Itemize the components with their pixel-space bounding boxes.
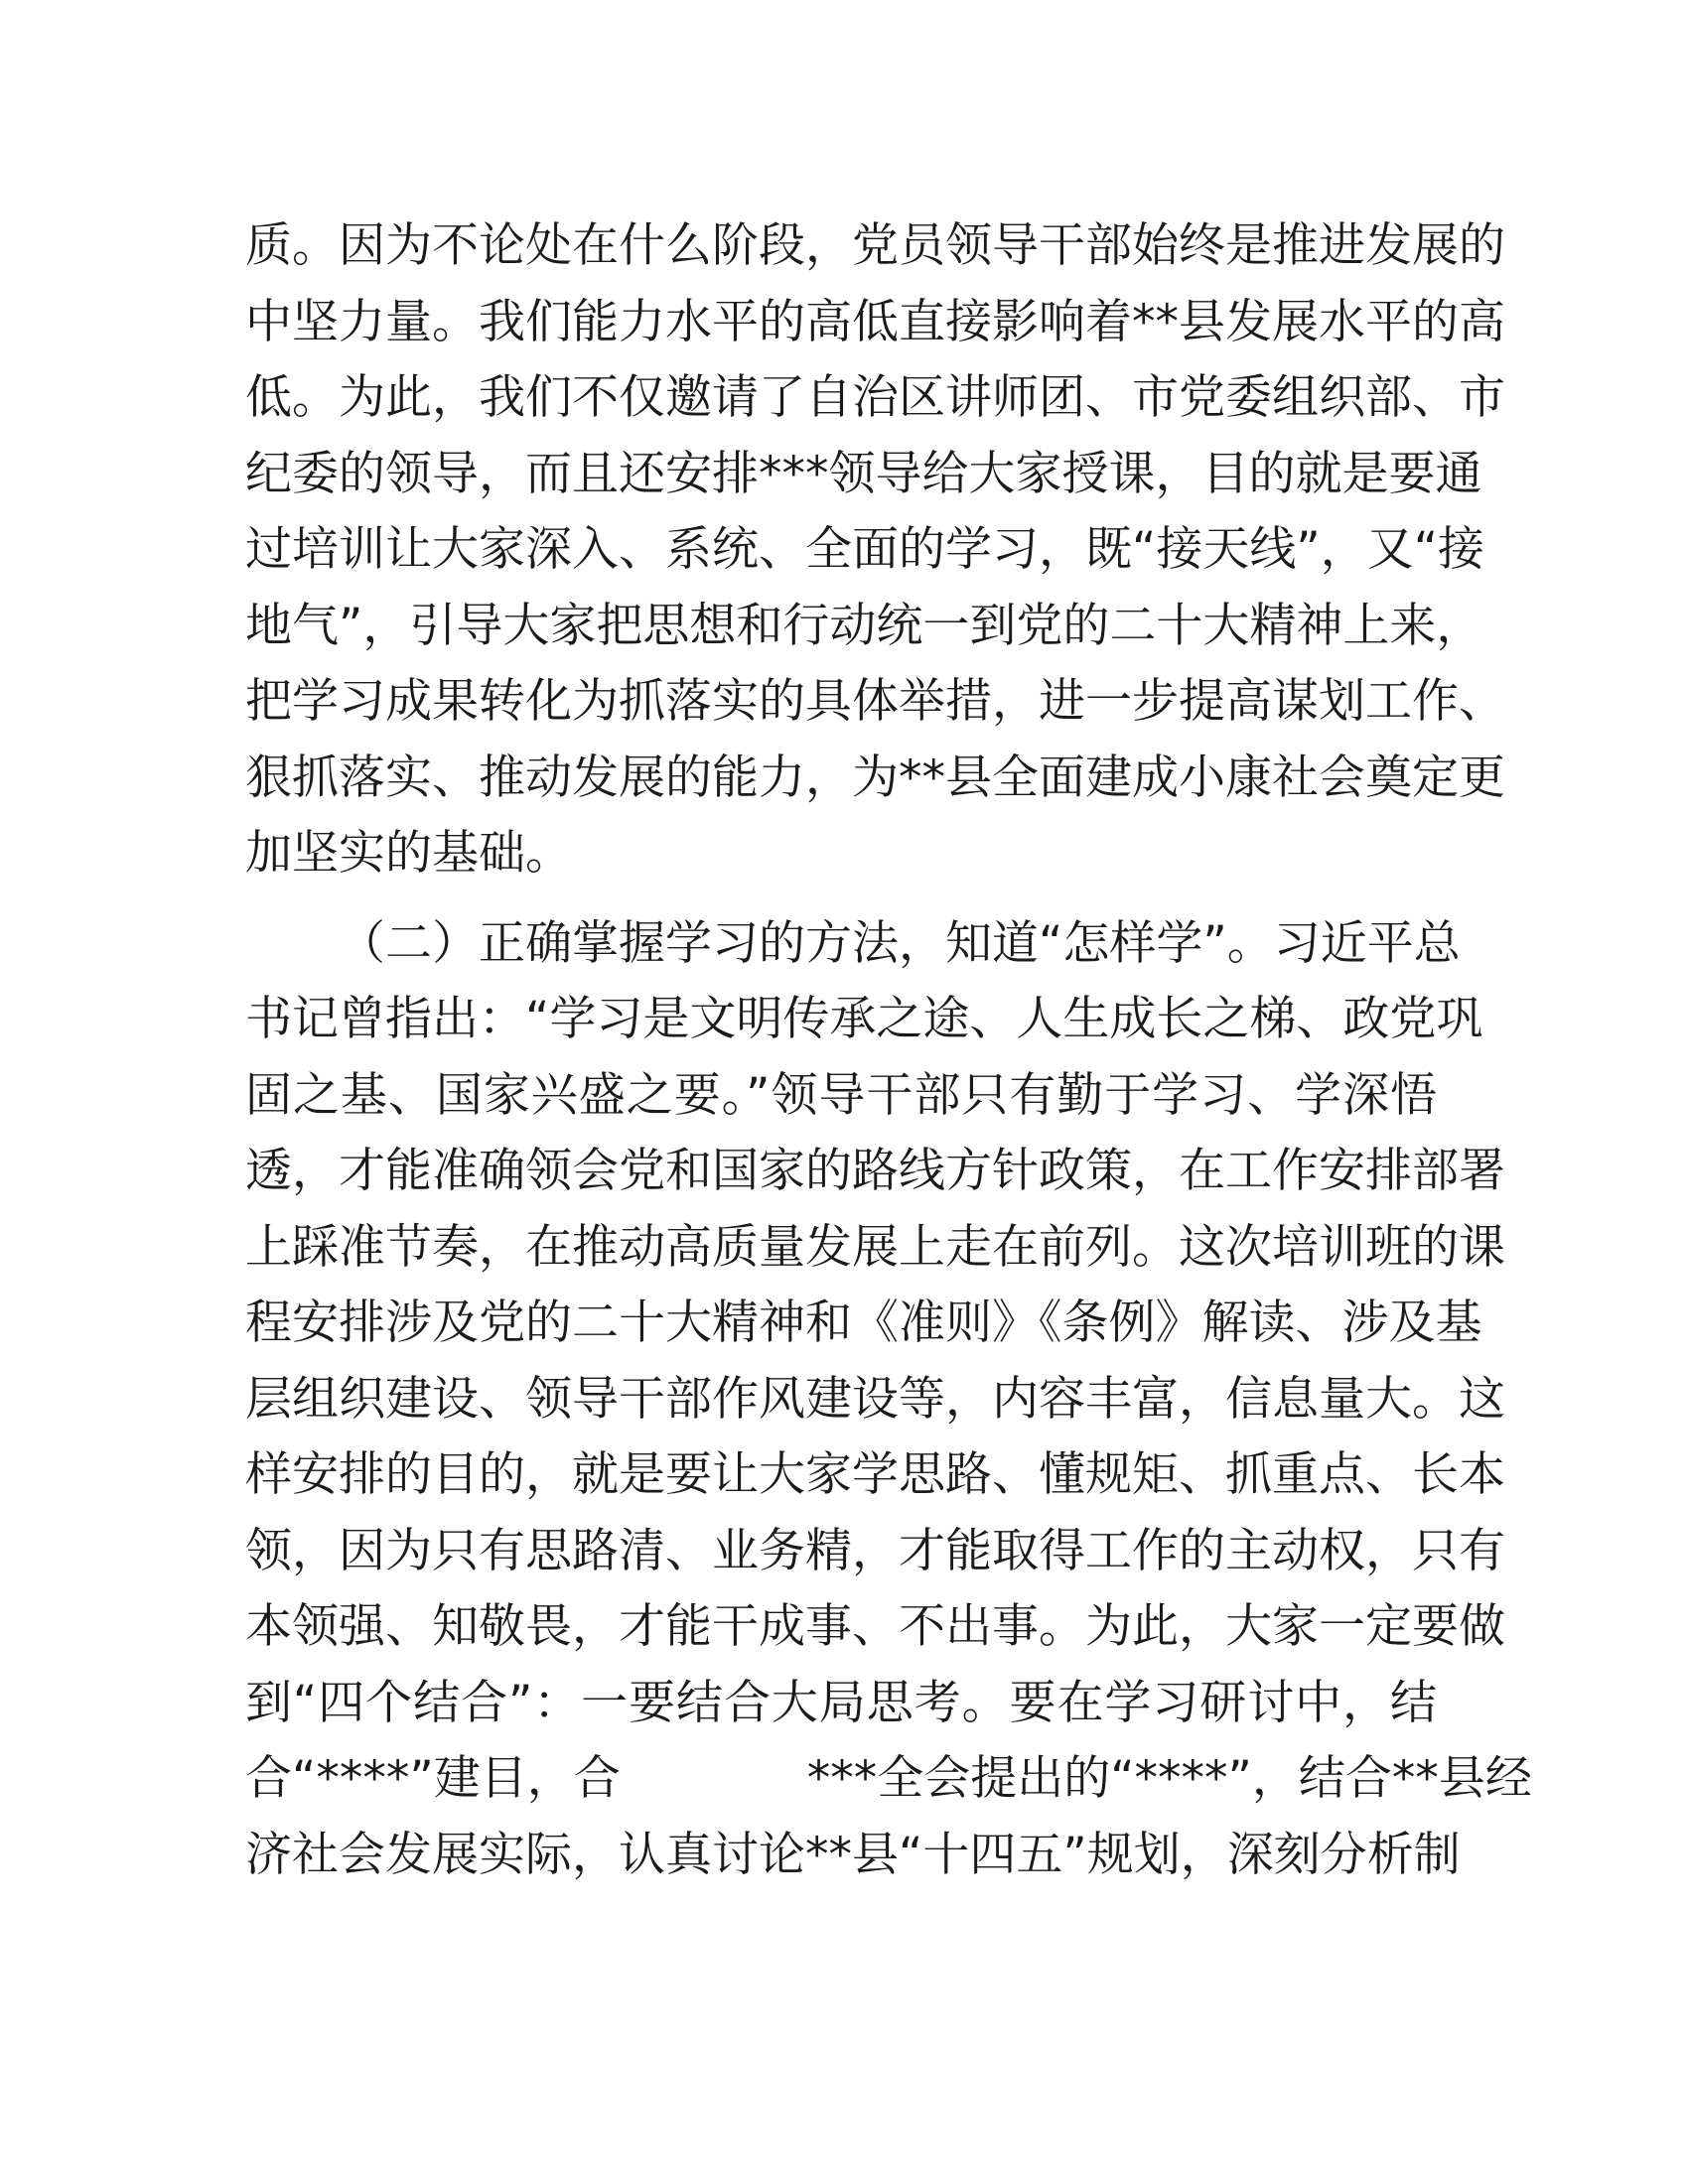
text-line: （二）正确掌握学习的方法，知道“怎样学”。习近平总 [339,915,1461,971]
text-line: 质。因为不论处在什么阶段，党员领导干部始终是推进发展的 [245,218,1505,273]
text-line: 上踩准节奏，在推动高质量发展上走在前列。这次培训班的课 [245,1219,1505,1275]
text-line: 狠抓落实、推动发展的能力，为**县全面建成小康社会奠定更 [245,750,1505,805]
text-line: 透，才能准确领会党和国家的路线方针政策，在工作安排部署 [245,1144,1505,1198]
text-line: 固之基、国家兴盛之要。”领导干部只有勤于学习、学深悟 [245,1067,1437,1123]
text-line: 过培训让大家深入、系统、全面的学习，既“接天线”，又“接 [245,522,1485,577]
text-line: 加坚实的基础。 [245,826,572,881]
text-line: 地气”，引导大家把思想和行动统一到党的二十大精神上来， [245,598,1483,653]
text-line: 书记曾指出：“学习是文明传承之途、人生成长之梯、政党巩 [245,992,1483,1046]
text-line: 济社会发展实际，认真讨论**县“十四五”规划，深刻分析制 [245,1827,1461,1882]
text-line: 合“****”建目，合 ***全会提出的“****”，结合**县经 [245,1751,1532,1806]
text-line: 纪委的领导，而且还安排***领导给大家授课，目的就是要通 [245,446,1482,501]
paragraph-gap [245,892,1437,906]
text-line: 层组织建设、领导干部作风建设等，内容丰富，信息量大。这 [245,1371,1505,1427]
document-body [245,208,1532,1893]
text-line: 把学习成果转化为抓落实的具体举措，进一步提高谋划工作、 [245,674,1505,729]
text-line: 本领强、知敬畏，才能干成事、不出事。为此，大家一定要做 [245,1599,1505,1654]
paragraph-1 [245,208,1505,892]
paragraph-2 [245,906,1532,1894]
text-line: 样安排的目的，就是要让大家学思路、懂规矩、抓重点、长本 [245,1447,1505,1502]
text-line: 到“四个结合”：一要结合大局思考。要在学习研讨中，结 [245,1675,1437,1730]
text-line: 中坚力量。我们能力水平的高低直接影响着**县发展水平的高 [245,294,1505,349]
text-line: 低。为此，我们不仅邀请了自治区讲师团、市党委组织部、市 [245,370,1505,425]
text-line: 领，因为只有思路清、业务精，才能取得工作的主动权，只有 [245,1523,1505,1578]
text-line: 程安排涉及党的二十大精神和《准则》《条例》解读、涉及基 [245,1296,1482,1350]
